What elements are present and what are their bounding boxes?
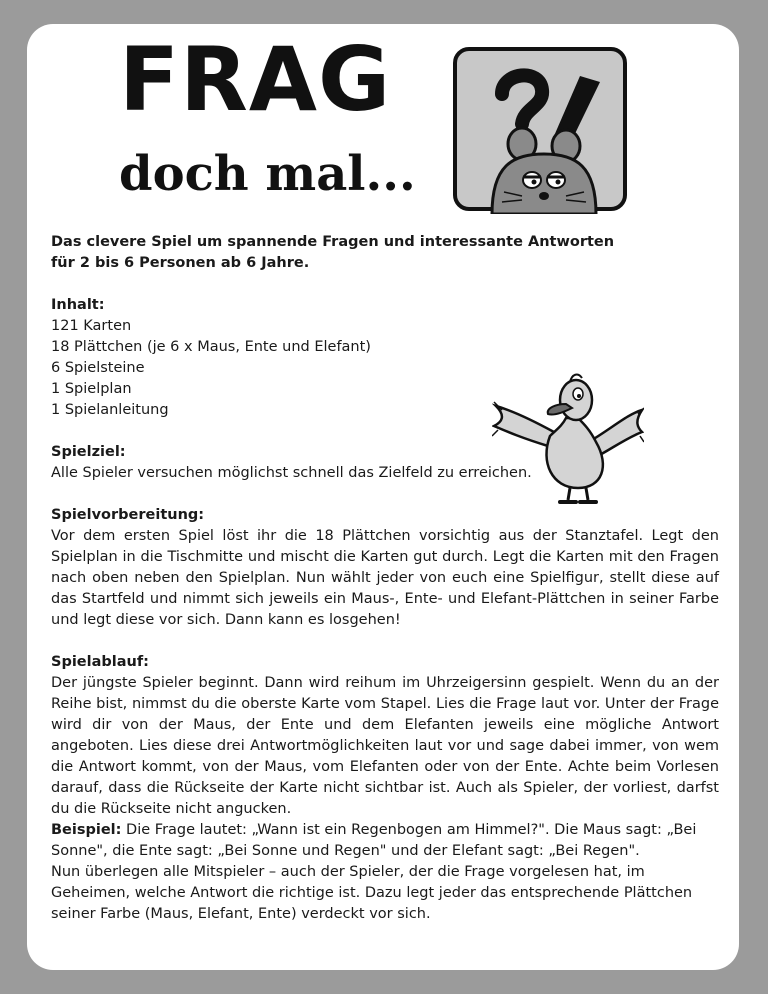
example-text: Die Frage lautet: „Wann ist ein Regenbogen am Himmel?". Die Maus sagt: „Bei Sonne", die Ente sagt: „Bei Sonne und Regen" und der Elefant sagt: „Bei Regen". [51,822,697,859]
gameplay-text-2: Nun überlegen alle Mitspieler – auch der Spieler, der die Frage vorgelesen hat, im Geheimen, welche Antwort die richtige ist. Dazu legt jeder das entsprechende Plättchen seiner Farbe (Maus, Elefant, Ente) verdeckt vor sich. [51,864,693,922]
contents-item: 18 Plättchen (je 6 x Maus, Ente und Elefant) [51,339,371,355]
contents-item: 121 Karten [51,318,132,334]
intro [51,232,719,274]
contents-item: 6 Spielsteine [51,360,145,376]
logo-title: FRAG [119,28,392,131]
contents-item: 1 Spielplan [51,381,132,397]
gameplay-section [51,652,719,925]
instruction-sheet [27,24,739,970]
gameplay-heading: Spielablauf: [51,654,149,670]
contents-heading: Inhalt: [51,297,105,313]
example-label: Beispiel: [51,822,122,838]
goal-heading: Spielziel: [51,444,126,460]
gameplay-text: Der jüngste Spieler beginnt. Dann wird reihum im Uhrzeigersinn gespielt. Wenn du an der Reihe bist, nimmst du die oberste Karte vom Stapel. Lies die Frage laut vor. Unter der Frage wird dir von der Maus, der Ente und dem Elefanten jeweils eine mögliche Antwort angeboten. Lies diese drei Antwortmöglichkeiten laut vor und sage dabei immer, von wem die Antwort kommt, von der Maus, vom Elefanten oder von der Ente. Achte beim Vorlesen darauf, dass die Rückseite der Karte nicht sichtbar ist. Auch als Spieler, der vorliest, darfst du die Rückseite nicht angucken. [51,675,719,817]
preparation-heading: Spielvorbereitung: [51,507,205,523]
intro-line-1: Das clevere Spiel um spannende Fragen und interessante Antworten [51,234,615,250]
preparation-text: Vor dem ersten Spiel löst ihr die 18 Plättchen vorsichtig aus der Stanztafel. Legt den Spielplan in die Tischmitte und mischt die Karten gut durch. Legt die Karten mit den Fragen nach oben neben den Spielplan. Nun wählt jeder von euch eine Spielfigur, stellt diese auf das Startfeld und nimmt sich jeweils ein Maus-, Ente- und Elefant-Plättchen in seiner Farbe und legt diese vor sich. Dann kann es losgehen! [51,528,719,628]
instructions-content [51,232,719,925]
contents-item: 1 Spielanleitung [51,402,169,418]
duck-illustration [492,370,644,506]
example-paragraph [51,820,719,862]
goal-text: Alle Spieler versuchen möglichst schnell das Zielfeld zu erreichen. [51,465,532,481]
mouse-logo-illustration [452,46,628,214]
preparation-section [51,505,719,631]
intro-line-2: für 2 bis 6 Personen ab 6 Jahre. [51,255,310,271]
logo-subtitle: doch mal... [119,146,416,202]
